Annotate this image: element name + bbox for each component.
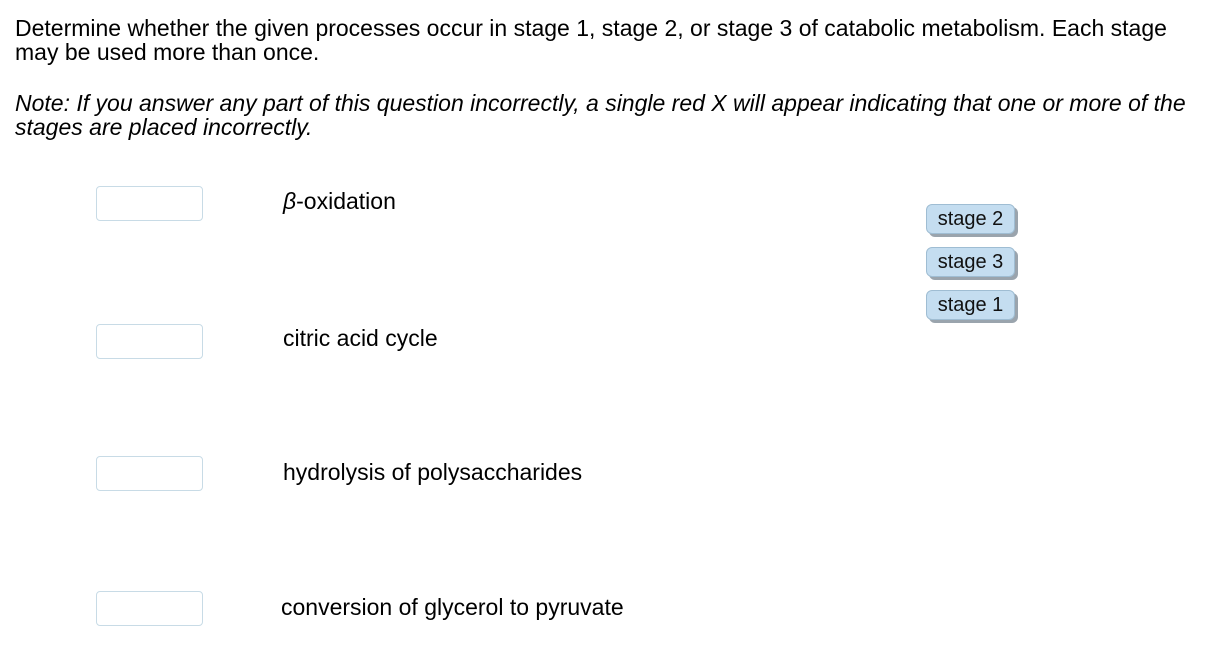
process-label-conversion-of-glycerol: conversion of glycerol to pyruvate [281,594,624,620]
process-label-text: -oxidation [296,188,396,214]
drop-target-hydrolysis-of-polysaccharides[interactable] [96,456,203,491]
process-label-beta-oxidation [283,188,396,214]
answer-chip-stage-2[interactable]: stage 2 [926,204,1015,234]
question-note: Note: If you answer any part of this question incorrectly, a single red X will appear indicating that one or more of the stages are placed incorrectly. [15,90,1186,140]
question-instructions: Determine whether the given processes occur in stage 1, stage 2, or stage 3 of catabolic metabolism. Each stage may be used more than once. [15,15,1167,65]
drop-target-beta-oxidation[interactable] [96,186,203,221]
process-label-citric-acid-cycle: citric acid cycle [283,325,438,351]
beta-symbol: β [283,188,297,214]
answer-chip-stage-3[interactable]: stage 3 [926,247,1015,277]
answer-chip-stage-1[interactable]: stage 1 [926,290,1015,320]
drop-target-citric-acid-cycle[interactable] [96,324,203,359]
drop-target-conversion-of-glycerol[interactable] [96,591,203,626]
process-label-hydrolysis-of-polysaccharides: hydrolysis of polysaccharides [283,459,583,485]
